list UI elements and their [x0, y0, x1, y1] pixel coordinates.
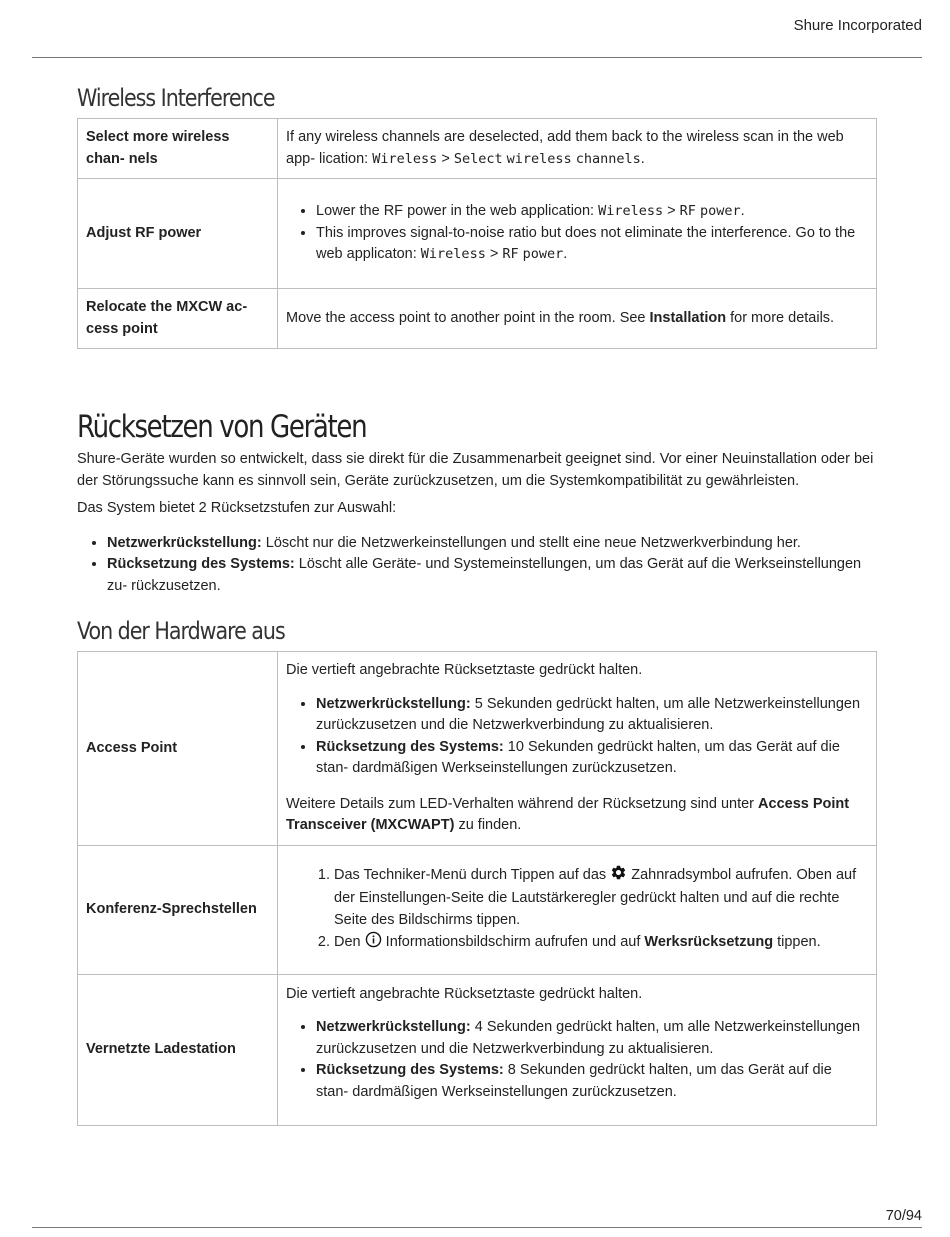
- item-bold: Rücksetzung des Systems:: [316, 738, 504, 755]
- reset-levels-intro: Das System bietet 2 Rücksetzstufen zur Auswahl:: [77, 500, 397, 516]
- row-text: Move the access point to another point in the room. See: [286, 309, 646, 326]
- page-content: [77, 82, 877, 1126]
- row-label: Konferenz-Sprechstellen: [78, 845, 278, 974]
- row-text: [286, 794, 868, 837]
- item-bold: Netzwerkrückstellung:: [107, 534, 262, 551]
- outro-end: zu finden.: [458, 817, 522, 833]
- page-header-company: Shure Incorporated: [793, 17, 922, 34]
- row-text: for more details.: [730, 309, 835, 326]
- path-segment: RF: [679, 203, 696, 220]
- list-item: [316, 737, 868, 780]
- row-label: Vernetzte Ladestation: [78, 974, 278, 1125]
- row-label: Access Point: [78, 652, 278, 846]
- item-bold: Netzwerkrückstellung:: [316, 695, 471, 712]
- path-segment: Wireless: [598, 203, 664, 220]
- list-item: [316, 201, 868, 223]
- item-text: 5 Sekunden gedrückt halten, um alle Netzwerkeinstellungen zurückzusetzen und die Netzwerkverbindung zu aktualisieren.: [316, 695, 861, 733]
- page-number: 70/94: [885, 1208, 922, 1224]
- table-row: [78, 974, 877, 1125]
- list-item: [107, 533, 877, 555]
- installation-link-text: Installation: [649, 309, 727, 326]
- item-text: Löscht nur die Netzwerkeinstellungen und stellt eine neue Netzwerkverbindung her.: [265, 534, 801, 551]
- item-bold: Rücksetzung des Systems:: [107, 556, 295, 572]
- list-item: [316, 1017, 868, 1060]
- row-text: Die vertieft angebrachte Rücksetztaste gedrückt halten.: [286, 985, 643, 1002]
- path-separator: >: [441, 150, 450, 167]
- outro-bold: Access Point Transceiver (MXCWAPT): [286, 795, 850, 833]
- bullet-list: [286, 694, 868, 780]
- table-row: [78, 652, 877, 846]
- item-text: Informationsbildschirm aufrufen und auf: [385, 934, 641, 950]
- table-row: [78, 179, 877, 289]
- row-text: If any wireless channels are deselected, add them back to the wireless scan in the web app- lication:: [286, 129, 844, 167]
- row-content: [278, 289, 877, 349]
- gear-icon: [610, 864, 627, 889]
- path-separator: >: [489, 246, 499, 263]
- info-icon: [365, 931, 382, 956]
- path-separator: >: [667, 203, 676, 220]
- list-item: [334, 931, 868, 956]
- row-content: [278, 974, 877, 1125]
- outro-text: Weitere Details zum LED-Verhalten während der Rücksetzung sind unter: [286, 795, 754, 812]
- row-content: [278, 119, 877, 179]
- table-row: [78, 289, 877, 349]
- item-bold: Werksrücksetzung: [644, 934, 774, 950]
- path-segment: Wireless: [372, 150, 438, 167]
- reset-intro: Shure-Geräte wurden so entwickelt, dass sie direkt für die Zusammenarbeit geeignet sind. Vor einer Neuinstallation oder bei der Störungssuche kann es sinnvoll sein, Geräte zurückzusetzen, um die Systemkompatibilität zu gewährleisten.: [77, 451, 874, 489]
- row-content: [278, 845, 877, 974]
- item-text: This improves signal-to-noise ratio but does not eliminate the interference. Go to the web applicaton:: [316, 224, 856, 263]
- item-text: 8 Sekunden gedrückt halten, um das Gerät auf die stan- dardmäßigen Werkseinstellungen zurückzusetzen.: [316, 1062, 832, 1100]
- path-segment: RF: [502, 246, 519, 263]
- row-label: Select more wireless chan- nels: [78, 119, 278, 179]
- numbered-list: [286, 864, 868, 956]
- list-item: [316, 1060, 868, 1103]
- row-label: Relocate the MXCW ac- cess point: [78, 289, 278, 349]
- item-text: 10 Sekunden gedrückt halten, um das Gerät auf die stan- dardmäßigen Werkseinstellungen zurückzusetzen.: [316, 738, 840, 776]
- item-text: Löscht alle Geräte- und Systemeinstellungen, um das Gerät auf die Werkseinstellungen zu- rückzusetzen.: [107, 556, 862, 594]
- punctuation: .: [563, 246, 568, 263]
- bullet-list: [286, 1017, 868, 1103]
- wireless-table: [77, 118, 877, 349]
- path-segment: Wireless: [420, 246, 486, 263]
- punctuation: .: [640, 150, 645, 167]
- path-segment: power: [522, 246, 564, 263]
- path-segment: channels: [575, 150, 641, 167]
- bullet-list: [286, 201, 868, 266]
- item-text: Lower the RF power in the web application:: [316, 203, 595, 220]
- path-segment: wireless: [506, 150, 572, 167]
- section-title-wireless: Wireless Interference: [77, 84, 275, 112]
- list-item: [334, 864, 868, 932]
- path-segment: Select: [453, 150, 503, 167]
- hardware-table: [77, 651, 877, 1126]
- list-item: [107, 554, 877, 597]
- row-text: Die vertieft angebrachte Rücksetztaste gedrückt halten.: [286, 662, 643, 678]
- path-segment: power: [699, 203, 741, 220]
- item-text: Zahnradsymbol aufrufen. Oben auf der Einstellungen-Seite die Lautstärkeregler gedrückt halten und auf die rechte Seite des Bildschirms tippen.: [334, 866, 857, 928]
- item-bold: Netzwerkrückstellung:: [316, 1019, 471, 1036]
- punctuation: .: [740, 203, 745, 220]
- item-text: Den: [334, 934, 361, 950]
- reset-levels-list: [77, 533, 877, 598]
- row-content: [278, 179, 877, 289]
- item-text: Das Techniker-Menü durch Tippen auf das: [334, 866, 607, 883]
- item-text: tippen.: [777, 934, 821, 950]
- row-label: Adjust RF power: [78, 179, 278, 289]
- header-divider: [32, 57, 922, 58]
- item-bold: Rücksetzung des Systems:: [316, 1062, 504, 1079]
- section-title-reset: Rücksetzen von Geräten: [77, 409, 367, 445]
- item-text: 4 Sekunden gedrückt halten, um alle Netzwerkeinstellungen zurückzusetzen und die Netzwerkverbindung zu aktualisieren.: [316, 1019, 861, 1057]
- section-title-hardware: Von der Hardware aus: [77, 617, 285, 645]
- table-row: [78, 845, 877, 974]
- list-item: [316, 223, 868, 266]
- row-content: [278, 652, 877, 846]
- list-item: [316, 694, 868, 737]
- footer-divider: [32, 1227, 922, 1228]
- table-row: [78, 119, 877, 179]
